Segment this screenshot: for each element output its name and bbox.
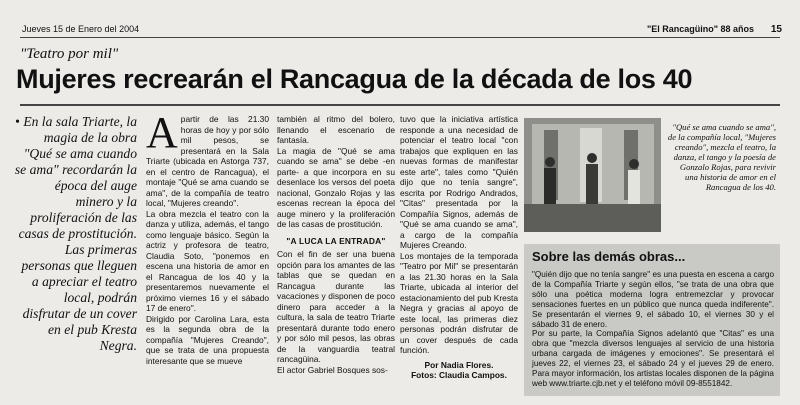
sidebar-box <box>524 244 780 396</box>
lead-paragraph <box>14 114 137 394</box>
page-number: 15 <box>770 24 782 35</box>
header-rule <box>20 37 780 38</box>
photo-credit: Fotos: Claudia Campos. <box>411 370 507 380</box>
column-2-paragraph-4: El actor Gabriel Bosques sos- <box>277 364 388 375</box>
article-column-2 <box>277 114 395 396</box>
column-2-paragraph-3: Con el fin de ser una buena opción para los amantes de las tablas que se quedan en Rancagua durante las vacaciones y disponen de poco dinero para acceder a la cultura, la sala de teatro Triarte presentará durante todo enero y por sólo mil pesos, las obras de la vanguardia teatral rancagüina. <box>277 249 395 364</box>
section-subhead: "A LUCA LA ENTRADA" <box>286 235 386 246</box>
photo-caption: "Qué se ama cuando se ama", de la compañía local, "Mujeres creando", mezcla el teatro, la danza, el tango y la poesía de Gonzalo Rojas, para revivir una historia de amor en el Rancagua de los 40. <box>667 122 776 192</box>
column-2-paragraph-1: también al ritmo del bolero, llenando el escenario de fantasía. <box>277 114 395 145</box>
newspaper-name: "El Rancagüino" 88 años <box>646 24 754 34</box>
kicker: "Teatro por mil" <box>20 46 119 62</box>
stage-photo <box>524 118 661 232</box>
drop-cap: A <box>146 114 178 157</box>
sidebar-paragraph-1: "Quién dijo que no tenía sangre" es una puesta en escena a cargo de la Compañía Triarte y según ellos, "se trata de una obra que sólo una poética moderna logra entremezclar y provocar sensaciones fuertes en un público que nunca queda indiferente". Se presentarán el viernes 9, el sábado 10, el viernes 30 y el sábado 31 de enero. <box>532 270 774 329</box>
sidebar-title: Sobre las demás obras... <box>532 249 686 264</box>
headline-rule <box>20 104 780 106</box>
lead-text: En la sala Triarte, la magia de la obra "Qué se ama cuando se ama" recordarán la época del auge minero y la proliferación de las casas de prostitución. Las primeras personas que lleguen a apreciar el teatro local, podrán disfrutar de un cover en el pub Kresta Negra. <box>14 114 137 353</box>
article-column-3 <box>400 114 518 396</box>
column-2-paragraph-2: La magia de "Qué se ama cuando se ama" se debe -en parte- a que incorpora en su desenlace los versos del poeta nacional, Gonzalo Rojas y las escenas recrean la época del auge minero y la proliferación de las casas de prostitución. <box>277 145 395 229</box>
issue-date: Jueves 15 de Enero del 2004 <box>22 24 140 34</box>
column-3-paragraph-2: Los montajes de la temporada "Teatro por Mil" se presentarán a las 21.30 horas en la Sala Triarte, ubicada al interior del estacionamiento del pub Kresta Negra y gracias al apoyo de este local, las primeras diez personas podrán disfrutar de un cover después de cada función. <box>400 250 518 355</box>
headline: Mujeres recrearán el Rancagua de la década de los 40 <box>16 64 693 94</box>
sidebar-paragraph-2: Por su parte, la Compañía Signos adelantó que "Citas" es una obra que "mezcla diversos lenguajes al servicio de una historia urbana cargada de imágenes y emociones". Se presentará el jueves 22, el viernes 23, el sábado 24 y el jueves 29 de enero. Para mayor información, los artistas locales disponen de la página web www.triarte.cjb.net y el teléfono móvil 09-8551842. <box>532 329 774 388</box>
column-1-paragraph-1: partir de las 21.30 horas de hoy y por sólo mil pesos, se presentará en la Sala Triarte (ubicada en Astorga 737, en el centro de Rancagua), el montaje "Qué se ama cuando se ama", de la compañía de teatro local, "Mujeres creando". <box>146 114 269 208</box>
column-3-paragraph-1: tuvo que la iniciativa artística responde a una necesidad de potenciar el teatro local "con trabajos que expliquen en las nuevas formas de manifestar este arte", tales como "Quién dijo que no tenía sangre", escrita por Rodrigo Andrados, "Citas" presentada por la Compañía Signos, además de "Qué se ama cuando se ama", a cargo de la compañía Mujeres Creando. <box>400 114 518 250</box>
page-header <box>0 24 800 38</box>
column-1-paragraph-3: Dirigido por Carolina Lara, esta es la segunda obra de la compañía "Mujeres Creando", que se trata de una propuesta interesante que se mueve <box>146 313 269 366</box>
author-credit: Por Nadia Flores. <box>424 359 494 370</box>
stage-photo-image <box>524 118 661 232</box>
sidebar-body <box>532 270 774 389</box>
article-column-1 <box>146 114 269 396</box>
column-1-paragraph-2: La obra mezcla el teatro con la danza y utiliza, además, el tango como lenguaje básico. Según la actriz y profesora de teatro, Claudia Soto, "ponemos en escena una historia de amor en el Rancagua de los 40 y la presentaremos nuevamente el próximo viernes 16 y el sábado 17 de enero". <box>146 208 269 313</box>
lead-bullet: • <box>15 114 20 129</box>
